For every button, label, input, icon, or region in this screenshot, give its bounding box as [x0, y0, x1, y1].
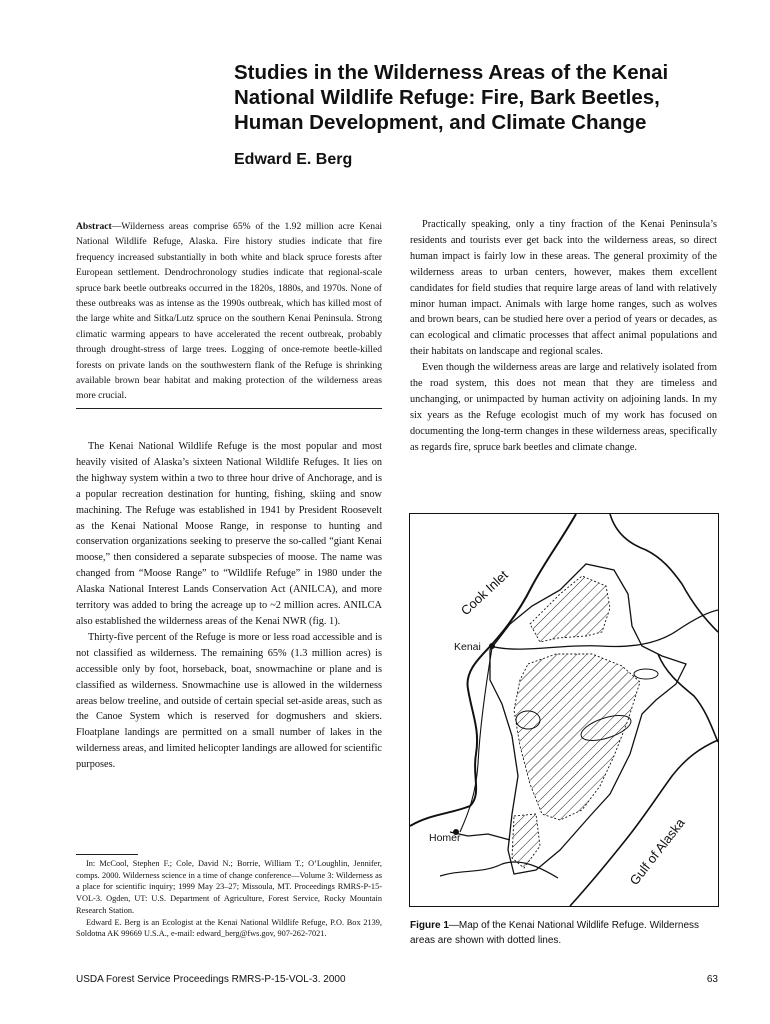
map-graphic: [410, 514, 718, 906]
abstract-label: Abstract: [76, 221, 112, 232]
lake: [634, 669, 658, 679]
wilderness-area-south: [512, 814, 540, 868]
paper-title: Studies in the Wilderness Areas of the Kenai National Wildlife Refuge: Fire, Bark Beetles, Human Development, and Climate Change: [234, 61, 669, 134]
footnote-divider: [76, 854, 138, 855]
body-paragraph: Thirty-five percent of the Refuge is more or less road accessible and is not classified as wilderness. The remaining 65% (1.3 million acres) is accessible only by foot, horseback, boat, snowmachine or plane and is classified as wilderness. Snowmachine use is allowed in the wilderness areas below treeline, and outside of certain special set-aside areas, such as the Canoe System which is reserved for dogmushers and skiers. Floatplane landings are permitted on a small number of lakes in the wilderness areas, and limited helicopter landings are allowed for scientific purposes.: [76, 631, 382, 771]
running-footer: USDA Forest Service Proceedings RMRS-P-15-VOL-3. 2000: [76, 974, 346, 985]
wilderness-area-central: [514, 654, 640, 820]
label-gulf-of-alaska: Gulf of Alaska: [626, 815, 688, 888]
body-left-column: [76, 439, 382, 773]
body-paragraph: Practically speaking, only a tiny fraction of the Kenai Peninsula’s residents and tourists ever get back into the wilderness areas, so direct human impact is fairly low in these areas. The general proximity of the wilderness areas to urban centers, however, makes them excellent candidates for field studies that require large areas of land with relatively minor human impact. Animals with large home ranges, such as wolves and brown bears, can be studied here over a period of years or decades, as can ecological and climatic processes that affect animal populations and their habitats on landscape and regional scales.: [410, 219, 717, 358]
author-name: Edward E. Berg: [234, 151, 353, 168]
footnotes: [76, 858, 382, 940]
body-paragraph: Even though the wilderness areas are large and relatively isolated from the road system, this does not mean that they are timeless and unchanging, or unimpacted by human activity on adjoining lands. In my six years as the Refuge ecologist much of my work has focused on documenting the long-term changes in these wilderness areas, specifically as regards fire, spruce bark beetles and climate change.: [410, 362, 717, 453]
figure-caption: [410, 918, 720, 948]
label-cook-inlet: Cook Inlet: [457, 567, 511, 619]
label-kenai: Kenai: [454, 641, 481, 653]
abstract: [76, 219, 382, 409]
page-number: 63: [706, 974, 718, 985]
figure-label: Figure 1: [410, 920, 449, 931]
southern-tip: [440, 862, 558, 878]
refuge-map: [409, 513, 719, 907]
abstract-text: —Wilderness areas comprise 65% of the 1.92 million acre Kenai National Wildlife Refuge, Alaska. Fire history studies indicate that fire frequency increased substantially in both white and black spruce forests after European settlement. Dendrochronology studies indicate that regional-scale spruce bark beetle outbreaks occurred in the 1820s, 1880s, and 1970s. None of these outbreaks was as intense as the 1990s outbreak, which has killed most of the large white and Sitka/Lutz spruce on the southern Kenai Peninsula. Strong climatic warming appears to have accelerated the recent outbreak, probably through drought-stress of large trees. Logging of once-remote beetle-killed forests on private lands on the southwestern flank of the Refuge is shrinking available brown bear habitat and making protection of the wilderness areas more crucial.: [76, 221, 382, 402]
citation-footnote: In: McCool, Stephen F.; Cole, David N.; Borrie, William T.; O’Loughlin, Jennifer, comps. 2000. Wilderness science in a time of change conference—Volume 3: Wilderness as a place for scientific inquiry; 1999 May 23–27; Missoula, MT. Proceedings RMRS-P-15-VOL-3. Ogden, UT: U.S. Department of Agriculture, Forest Service, Rocky Mountain Research Station.: [76, 859, 382, 915]
body-right-column: [410, 217, 717, 456]
body-paragraph: The Kenai National Wildlife Refuge is the most popular and most heavily visited of Alaska’s sixteen National Wildlife Refuges. It lies on the highway system within a two to three hour drive of Anchorage, and is a popular recreation destination for hunting, fishing, skiing and snow machining. The Refuge was established in 1941 by President Roosevelt as the Kenai National Moose Range, in response to hunting and conservation organizations seeking to preserve the so-called “giant Kenai moose,” then considered a separate subspecies of moose. The name was changed from “Moose Range” to “Wildlife Refuge” in 1980 under the Alaska National Interest Lands Conservation Act (ANILCA), and more territory was added to bring the acreage up to ~2 million acres. ANILCA also established the wilderness areas of the Kenai NWR (fig. 1).: [76, 441, 382, 627]
east-coast: [658, 654, 718, 742]
label-homer: Homer: [429, 832, 461, 844]
wilderness-area-north: [530, 576, 610, 642]
north-shore: [610, 514, 718, 632]
figure-caption-text: —Map of the Kenai National Wildlife Refuge. Wilderness areas are shown with dotted lines.: [410, 920, 700, 946]
kenai-marker: [489, 643, 495, 649]
author-footnote: Edward E. Berg is an Ecologist at the Kenai National Wildlife Refuge, P.O. Box 2139, Soldotna AK 99669 U.S.A., e-mail: edward_berg@fws.gov, 907-262-7021.: [76, 917, 382, 939]
road-south: [460, 648, 492, 832]
